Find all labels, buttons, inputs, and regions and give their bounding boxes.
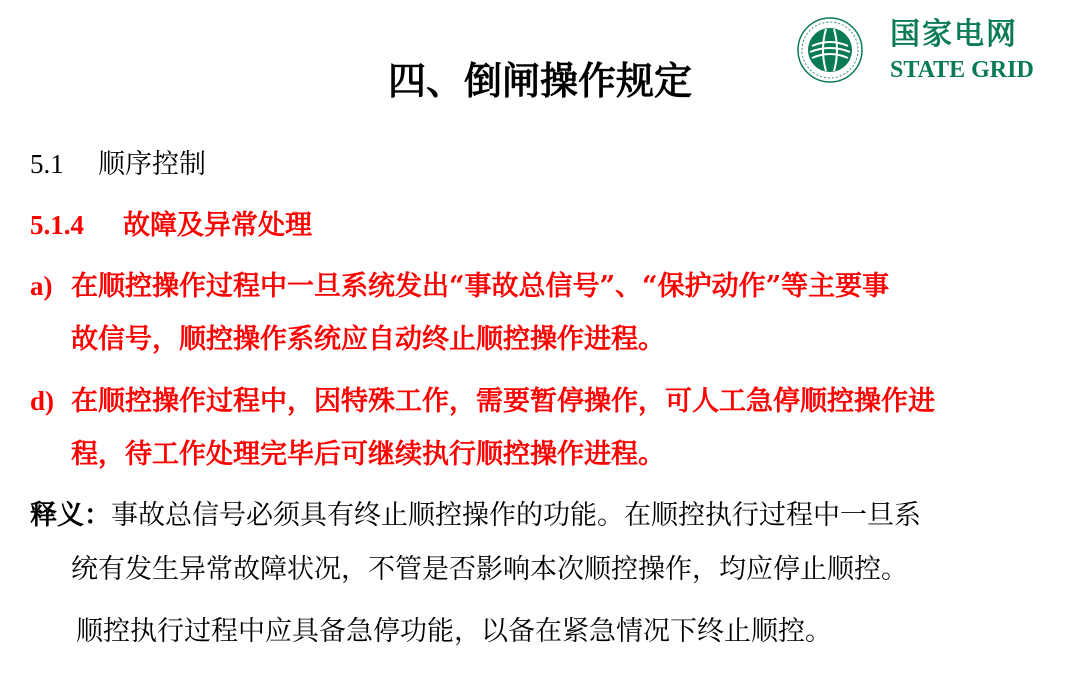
logo-chinese-name: 国家电网 — [890, 17, 1018, 52]
logo-english-name: STATE GRID — [890, 57, 1034, 83]
subsection-heading — [30, 207, 312, 244]
section-heading — [30, 146, 206, 183]
subsection-title: 故障及异常处理 — [123, 210, 312, 241]
item-a-line-1 — [30, 268, 889, 305]
item-a-text-1: 在顺控操作过程中一旦系统发出“事故总信号”、“保护动作”等主要事 — [71, 271, 890, 302]
note-extra: 顺控执行过程中应具备急停功能，以备在紧急情况下终止顺控。 — [76, 616, 832, 647]
note-label: 释义： — [30, 500, 111, 531]
item-a-line-2: 故信号，顺控操作系统应自动终止顺控操作进程。 — [71, 324, 665, 355]
state-grid-emblem-icon — [796, 16, 864, 84]
slide-title: 四、倒闸操作规定 — [387, 59, 692, 103]
state-grid-logo — [796, 16, 1036, 86]
note-text-1: 事故总信号必须具有终止顺控操作的功能。在顺控执行过程中一旦系 — [111, 500, 921, 531]
section-title: 顺序控制 — [98, 149, 206, 180]
item-d-marker: d) — [30, 386, 55, 416]
section-number: 5.1 — [30, 149, 64, 179]
item-d-line-1 — [30, 383, 935, 420]
note-line-1 — [30, 498, 921, 534]
item-a-marker: a) — [30, 271, 53, 301]
item-d-text-1: 在顺控操作过程中，因特殊工作，需要暂停操作，可人工急停顺控操作进 — [71, 386, 935, 417]
item-d-line-2: 程，待工作处理完毕后可继续执行顺控操作进程。 — [71, 439, 665, 470]
subsection-number: 5.1.4 — [30, 210, 84, 240]
note-line-2: 统有发生异常故障状况，不管是否影响本次顺控操作，均应停止顺控。 — [71, 554, 908, 585]
